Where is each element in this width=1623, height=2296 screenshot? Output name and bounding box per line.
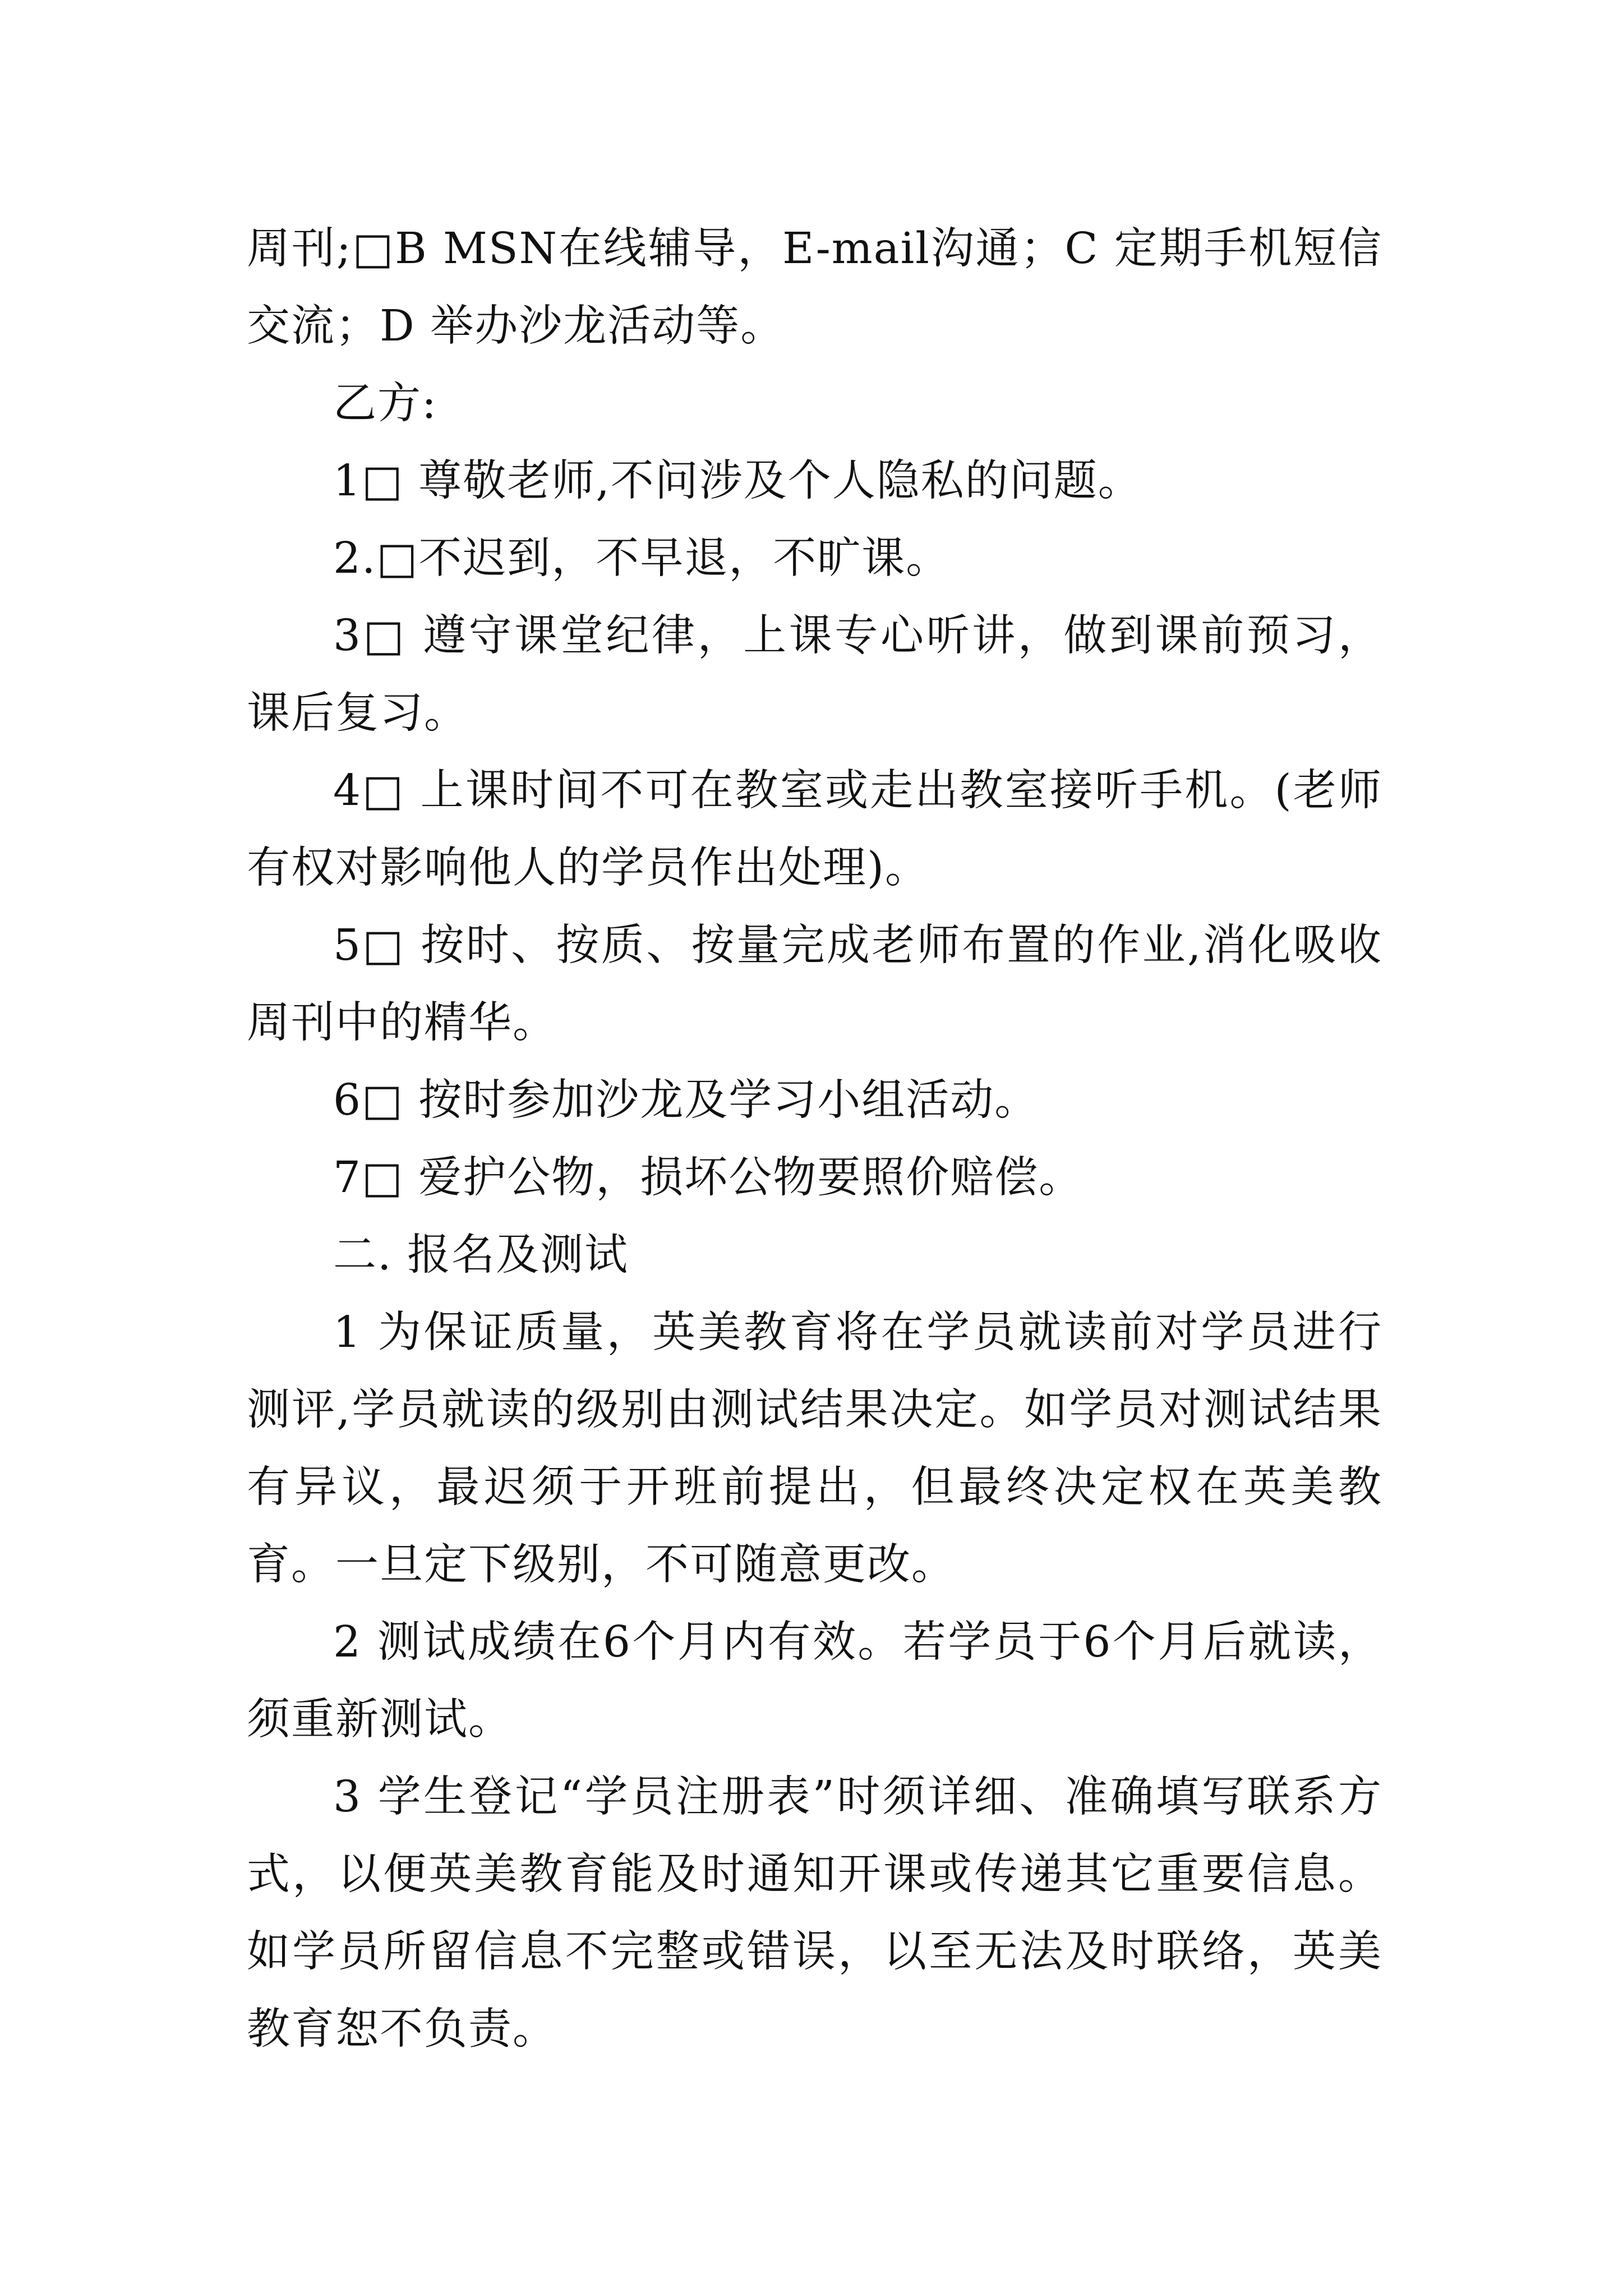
registration-clause-2: 2 测试成绩在6个月内有效。若学员于6个月后就读，须重新测试。 [247,1617,1382,1745]
party-b-heading: 乙方: [333,379,437,429]
list-item-5: 5□ 按时、按质、按量完成老师布置的作业,消化吸收周刊中的精华。 [247,921,1382,1048]
list-item-2: 2.□不迟到，不早退，不旷课。 [333,533,951,583]
registration-clause-1: 1 为保证质量，英美教育将在学员就读前对学员进行测评,学员就读的级别由测试结果决定。如学员对测试结果有异议，最迟须于开班前提出，但最终决定权在英美教育。一旦定下级别，不可随意更改。 [247,1308,1382,1590]
list-item-6: 6□ 按时参加沙龙及学习小组活动。 [333,1075,1039,1125]
list-item-3: 3□ 遵守课堂纪律，上课专心听讲，做到课前预习，课后复习。 [247,611,1382,738]
list-item-7: 7□ 爱护公物，损坏公物要照价赔偿。 [333,1153,1083,1203]
paragraph-continuation: 周刊;□B MSN在线辅导，E-mail沟通；C 定期手机短信交流；D 举办沙龙活动等。 [247,224,1382,351]
registration-clause-3: 3 学生登记“学员注册表”时须详细、准确填写联系方式，以便英美教育能及时通知开课或传递其它重要信息。如学员所留信息不完整或错误，以至无法及时联络，英美教育恕不负责。 [247,1772,1382,2054]
list-item-1: 1□ 尊敬老师,不问涉及个人隐私的问题。 [333,456,1142,506]
list-item-4: 4□ 上课时间不可在教室或走出教室接听手机。(老师有权对影响他人的学员作出处理)。 [247,766,1382,893]
section-heading-registration: 二. 报名及测试 [333,1230,629,1280]
document-body [247,210,1382,2068]
